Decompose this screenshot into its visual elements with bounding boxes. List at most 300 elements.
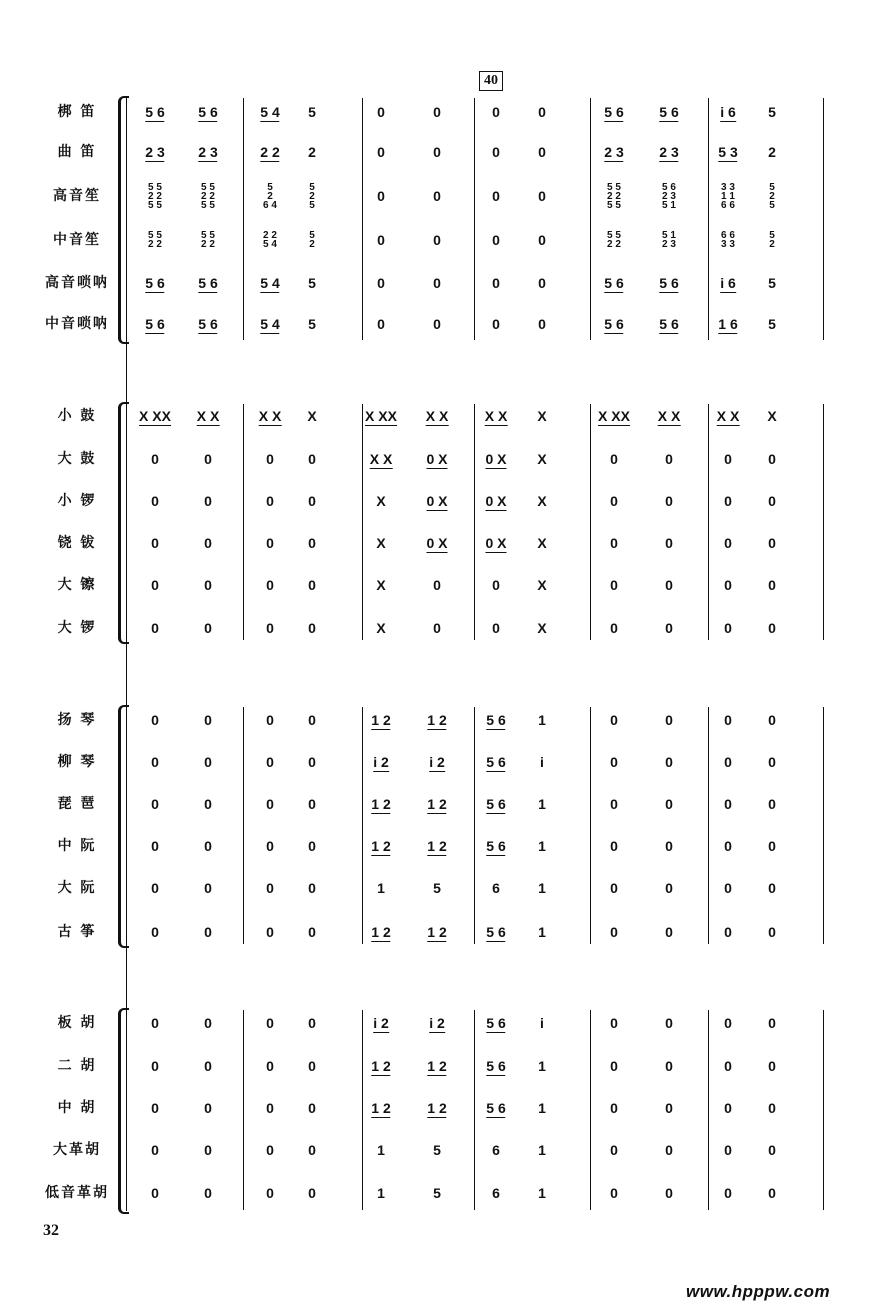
group-brace (118, 96, 129, 344)
barline (362, 707, 363, 944)
note-cell: 6 6 3 3 (721, 230, 735, 250)
note-cell: i 6 (720, 104, 736, 120)
note-cell: 0 (433, 144, 441, 160)
note-cell: 0 (204, 1185, 212, 1201)
note-cell: 0 (266, 1100, 274, 1116)
note-cell: 5 6 (198, 104, 218, 120)
instrument-label: 柳 琴 (57, 754, 97, 770)
note-cell: 5 6 (145, 275, 165, 291)
note-cell: 0 (768, 577, 776, 593)
barline (243, 98, 244, 340)
note-cell: 0 (665, 1100, 673, 1116)
note-cell: 0 (377, 104, 385, 120)
note-cell: 0 (610, 754, 618, 770)
note-cell: 5 5 2 2 5 5 (607, 181, 621, 211)
note-cell: 0 (768, 1058, 776, 1074)
note-cell: X X (425, 408, 449, 424)
instrument-label: 大 鼓 (57, 451, 97, 467)
note-cell: 0 (308, 880, 316, 896)
note-cell: 0 (724, 577, 732, 593)
note-cell: 0 (151, 754, 159, 770)
note-cell: 1 2 (427, 1058, 447, 1074)
note-cell: 2 3 (659, 144, 679, 160)
barline (243, 404, 244, 640)
note-cell: 0 (768, 712, 776, 728)
note-cell: 0 (151, 1015, 159, 1031)
note-cell: 3 3 1 1 6 6 (721, 181, 735, 211)
group-brace (118, 1008, 129, 1214)
instrument-label: 铙 钹 (57, 535, 97, 551)
note-cell: 0 (433, 275, 441, 291)
note-cell: 0 (151, 880, 159, 896)
note-cell: X X (258, 408, 282, 424)
note-cell: 5 2 5 (769, 181, 775, 211)
note-cell: 0 (724, 712, 732, 728)
note-cell: 0 (204, 880, 212, 896)
instrument-label: 二 胡 (57, 1058, 97, 1074)
note-cell: X (537, 493, 547, 509)
note-cell: 0 (204, 838, 212, 854)
note-cell: 1 (538, 1142, 546, 1158)
note-cell: 5 6 (604, 275, 624, 291)
note-cell: 0 (204, 577, 212, 593)
note-cell: 2 (308, 144, 316, 160)
note-cell: 0 (610, 577, 618, 593)
note-cell: 5 6 (486, 754, 506, 770)
note-cell: 5 (768, 275, 776, 291)
note-cell: 0 (308, 451, 316, 467)
note-cell: 2 3 (145, 144, 165, 160)
note-cell: 0 (151, 924, 159, 940)
note-cell: 0 (665, 493, 673, 509)
note-cell: 5 6 (604, 104, 624, 120)
note-cell: 0 (665, 924, 673, 940)
note-cell: 0 (266, 838, 274, 854)
note-cell: 0 (768, 924, 776, 940)
note-cell: 0 (610, 880, 618, 896)
note-cell: 5 6 (486, 1058, 506, 1074)
note-cell: 1 2 (427, 924, 447, 940)
note-cell: 0 (308, 1185, 316, 1201)
note-cell: 0 (665, 577, 673, 593)
note-cell: 6 (492, 1185, 500, 1201)
note-cell: 0 (724, 535, 732, 551)
note-cell: 0 (665, 754, 673, 770)
note-cell: 0 (724, 924, 732, 940)
barline (590, 1010, 591, 1210)
note-cell: 5 2 (769, 230, 775, 250)
note-cell: 1 2 (371, 924, 391, 940)
note-cell: 0 (266, 754, 274, 770)
note-cell: X (537, 535, 547, 551)
note-cell: 0 (377, 188, 385, 204)
note-cell: 0 (266, 1015, 274, 1031)
note-cell: 0 (151, 1185, 159, 1201)
note-cell: 0 (308, 620, 316, 636)
note-cell: 0 (610, 493, 618, 509)
note-cell: 0 (768, 535, 776, 551)
barline (823, 707, 824, 944)
note-cell: 0 (724, 1100, 732, 1116)
instrument-label: 大 锣 (57, 620, 97, 636)
note-cell: 0 (204, 1015, 212, 1031)
note-cell: 1 2 (427, 712, 447, 728)
note-cell: 0 (308, 1015, 316, 1031)
note-cell: 1 2 (427, 1100, 447, 1116)
note-cell: 5 4 (260, 316, 280, 332)
barline (362, 98, 363, 340)
note-cell: 5 6 (486, 924, 506, 940)
note-cell: 0 (151, 1058, 159, 1074)
note-cell: 0 (308, 924, 316, 940)
note-cell: 0 (538, 104, 546, 120)
note-cell: 0 (433, 188, 441, 204)
group-brace (118, 705, 129, 948)
note-cell: 0 (308, 1058, 316, 1074)
note-cell: 0 (151, 620, 159, 636)
note-cell: 1 (377, 880, 385, 896)
note-cell: 1 2 (371, 796, 391, 812)
instrument-label: 中音唢呐 (45, 316, 109, 332)
note-cell: 0 (266, 880, 274, 896)
barline (243, 707, 244, 944)
note-cell: 2 2 5 4 (263, 230, 277, 250)
instrument-label: 古 筝 (57, 924, 97, 940)
note-cell: 0 (768, 1185, 776, 1201)
note-cell: 0 (724, 880, 732, 896)
note-cell: X (537, 620, 547, 636)
note-cell: X (307, 408, 317, 424)
note-cell: 5 6 (145, 316, 165, 332)
note-cell: 0 (266, 796, 274, 812)
note-cell: 0 (610, 796, 618, 812)
note-cell: X (376, 620, 386, 636)
note-cell: i 2 (429, 1015, 445, 1031)
note-cell: 5 2 6 4 (263, 181, 277, 211)
note-cell: 0 (538, 275, 546, 291)
note-cell: 0 (610, 712, 618, 728)
note-cell: 0 (768, 880, 776, 896)
note-cell: 0 (665, 712, 673, 728)
note-cell: 0 (151, 838, 159, 854)
note-cell: 1 2 (371, 1100, 391, 1116)
note-cell: 5 6 (604, 316, 624, 332)
barline (590, 404, 591, 640)
note-cell: 0 (768, 1100, 776, 1116)
note-cell: 1 2 (371, 1058, 391, 1074)
barline (362, 1010, 363, 1210)
note-cell: 0 (610, 620, 618, 636)
note-cell: 0 (724, 796, 732, 812)
note-cell: 0 (151, 796, 159, 812)
note-cell: 0 (377, 316, 385, 332)
note-cell: 0 (610, 1142, 618, 1158)
instrument-label: 低音革胡 (45, 1185, 109, 1201)
note-cell: 5 (768, 104, 776, 120)
note-cell: 5 6 (659, 104, 679, 120)
instrument-label: 曲 笛 (57, 144, 97, 160)
note-cell: 5 3 (718, 144, 738, 160)
note-cell: 0 (492, 232, 500, 248)
note-cell: 0 (724, 1185, 732, 1201)
barline (243, 1010, 244, 1210)
instrument-label: 中 胡 (57, 1100, 97, 1116)
note-cell: 0 (151, 1100, 159, 1116)
note-cell: i 2 (373, 1015, 389, 1031)
note-cell: 0 (308, 493, 316, 509)
note-cell: 0 (492, 275, 500, 291)
note-cell: 0 (768, 451, 776, 467)
note-cell: 0 (610, 838, 618, 854)
note-cell: 0 (665, 620, 673, 636)
note-cell: 5 5 2 2 (201, 230, 215, 250)
note-cell: 0 (665, 1185, 673, 1201)
note-cell: 0 (665, 796, 673, 812)
instrument-label: 板 胡 (57, 1015, 97, 1031)
note-cell: 5 6 (198, 275, 218, 291)
note-cell: 0 (724, 451, 732, 467)
note-cell: 0 (665, 1142, 673, 1158)
note-cell: 0 (492, 104, 500, 120)
note-cell: i 2 (429, 754, 445, 770)
note-cell: 2 2 (260, 144, 280, 160)
barline (708, 707, 709, 944)
note-cell: 0 (377, 275, 385, 291)
note-cell: 0 (665, 1015, 673, 1031)
note-cell: 0 (151, 1142, 159, 1158)
note-cell: 0 (538, 232, 546, 248)
note-cell: i (540, 1015, 544, 1031)
note-cell: 5 (433, 880, 441, 896)
note-cell: 0 (724, 838, 732, 854)
note-cell: 0 (665, 451, 673, 467)
note-cell: 5 6 (145, 104, 165, 120)
note-cell: 5 (768, 316, 776, 332)
note-cell: 1 (538, 880, 546, 896)
barline (474, 98, 475, 340)
instrument-label: 中音笙 (53, 232, 101, 248)
page-number: 32 (43, 1222, 59, 1239)
system-line (126, 96, 127, 1211)
note-cell: 0 (266, 577, 274, 593)
note-cell: 0 (308, 838, 316, 854)
note-cell: 0 (492, 316, 500, 332)
note-cell: 0 (724, 1058, 732, 1074)
note-cell: 0 X (485, 493, 507, 509)
note-cell: 0 (151, 451, 159, 467)
barline (474, 404, 475, 640)
note-cell: X XX (598, 408, 630, 424)
note-cell: 0 (724, 620, 732, 636)
note-cell: 5 6 (659, 316, 679, 332)
note-cell: 0 (204, 1100, 212, 1116)
note-cell: 5 2 (309, 230, 315, 250)
note-cell: 0 (768, 1015, 776, 1031)
note-cell: X X (657, 408, 681, 424)
note-cell: 1 (538, 838, 546, 854)
barline (823, 98, 824, 340)
note-cell: 0 (377, 232, 385, 248)
note-cell: X X (369, 451, 393, 467)
note-cell: X (376, 493, 386, 509)
note-cell: 0 (610, 1015, 618, 1031)
note-cell: 0 (724, 1142, 732, 1158)
note-cell: 0 (308, 1142, 316, 1158)
note-cell: 5 4 (260, 275, 280, 291)
note-cell: 0 (433, 104, 441, 120)
note-cell: 5 2 5 (309, 181, 315, 211)
note-cell: 0 (538, 316, 546, 332)
note-cell: 0 (433, 620, 441, 636)
note-cell: 0 (266, 451, 274, 467)
note-cell: i (540, 754, 544, 770)
note-cell: 0 (768, 838, 776, 854)
note-cell: 0 (204, 1142, 212, 1158)
note-cell: X (376, 577, 386, 593)
note-cell: 0 (266, 620, 274, 636)
note-cell: 2 (768, 144, 776, 160)
note-cell: 0 (610, 535, 618, 551)
note-cell: 0 (492, 577, 500, 593)
note-cell: 1 2 (371, 712, 391, 728)
note-cell: 6 (492, 1142, 500, 1158)
note-cell: 0 (308, 577, 316, 593)
note-cell: 2 3 (198, 144, 218, 160)
note-cell: 0 (665, 880, 673, 896)
instrument-label: 小 锣 (57, 493, 97, 509)
note-cell: X XX (139, 408, 171, 424)
note-cell: 0 (151, 712, 159, 728)
note-cell: X X (716, 408, 740, 424)
note-cell: 0 (538, 188, 546, 204)
note-cell: 5 6 (486, 712, 506, 728)
note-cell: 0 (724, 754, 732, 770)
note-cell: 0 (665, 535, 673, 551)
barline (708, 1010, 709, 1210)
note-cell: 5 6 (659, 275, 679, 291)
note-cell: 5 6 2 3 5 1 (662, 181, 676, 211)
instrument-label: 小 鼓 (57, 408, 97, 424)
note-cell: 0 (204, 712, 212, 728)
barline (823, 1010, 824, 1210)
note-cell: X (376, 535, 386, 551)
note-cell: 1 2 (427, 838, 447, 854)
note-cell: 0 (492, 144, 500, 160)
note-cell: 0 (538, 144, 546, 160)
note-cell: 1 (377, 1142, 385, 1158)
rehearsal-mark: 40 (479, 71, 503, 91)
note-cell: 0 (610, 1058, 618, 1074)
note-cell: 0 (308, 796, 316, 812)
note-cell: 0 X (426, 451, 448, 467)
note-cell: 0 (724, 493, 732, 509)
note-cell: X (537, 408, 547, 424)
note-cell: 0 (433, 316, 441, 332)
instrument-label: 大 镲 (57, 577, 97, 593)
note-cell: 0 (266, 493, 274, 509)
note-cell: 0 (204, 451, 212, 467)
note-cell: 0 (308, 712, 316, 728)
note-cell: 0 (204, 493, 212, 509)
note-cell: 5 5 2 2 5 5 (201, 181, 215, 211)
note-cell: 0 (266, 1185, 274, 1201)
note-cell: 0 (492, 620, 500, 636)
note-cell: 1 2 (427, 796, 447, 812)
note-cell: 1 6 (718, 316, 738, 332)
note-cell: 5 (308, 316, 316, 332)
note-cell: X X (484, 408, 508, 424)
note-cell: 0 (610, 451, 618, 467)
note-cell: 0 (610, 1100, 618, 1116)
note-cell: 0 (610, 924, 618, 940)
barline (590, 98, 591, 340)
group-brace (118, 402, 129, 644)
note-cell: 0 (377, 144, 385, 160)
instrument-label: 梆 笛 (57, 104, 97, 120)
note-cell: 0 (768, 620, 776, 636)
note-cell: 5 (308, 275, 316, 291)
barline (823, 404, 824, 640)
barline (590, 707, 591, 944)
note-cell: 6 (492, 880, 500, 896)
note-cell: 0 (308, 1100, 316, 1116)
note-cell: 0 (768, 754, 776, 770)
note-cell: 5 5 2 2 (148, 230, 162, 250)
note-cell: 0 (610, 1185, 618, 1201)
note-cell: 5 (308, 104, 316, 120)
note-cell: X (537, 577, 547, 593)
note-cell: 1 (377, 1185, 385, 1201)
note-cell: 5 6 (486, 1100, 506, 1116)
note-cell: 0 (768, 1142, 776, 1158)
instrument-label: 中 阮 (57, 838, 97, 854)
note-cell: 0 (204, 535, 212, 551)
note-cell: 1 (538, 712, 546, 728)
note-cell: 1 (538, 1058, 546, 1074)
instrument-label: 大革胡 (53, 1142, 101, 1158)
note-cell: 1 (538, 924, 546, 940)
barline (708, 98, 709, 340)
barline (474, 707, 475, 944)
note-cell: 0 (433, 232, 441, 248)
note-cell: 5 5 2 2 (607, 230, 621, 250)
note-cell: 0 X (485, 535, 507, 551)
note-cell: X XX (365, 408, 397, 424)
note-cell: 0 (768, 796, 776, 812)
note-cell: 5 6 (486, 1015, 506, 1031)
note-cell: 0 (433, 577, 441, 593)
instrument-label: 大 阮 (57, 880, 97, 896)
note-cell: 1 (538, 1100, 546, 1116)
note-cell: 0 (724, 1015, 732, 1031)
note-cell: X (767, 408, 777, 424)
note-cell: 0 (665, 838, 673, 854)
note-cell: 0 (204, 796, 212, 812)
note-cell: 0 (151, 493, 159, 509)
note-cell: 0 (204, 924, 212, 940)
note-cell: 5 (433, 1185, 441, 1201)
note-cell: 5 (433, 1142, 441, 1158)
instrument-label: 扬 琴 (57, 712, 97, 728)
note-cell: 0 X (426, 535, 448, 551)
note-cell: 0 (665, 1058, 673, 1074)
instrument-label: 高音笙 (53, 188, 101, 204)
note-cell: i 2 (373, 754, 389, 770)
barline (362, 404, 363, 640)
note-cell: 0 (308, 535, 316, 551)
note-cell: 0 (204, 620, 212, 636)
note-cell: X X (196, 408, 220, 424)
